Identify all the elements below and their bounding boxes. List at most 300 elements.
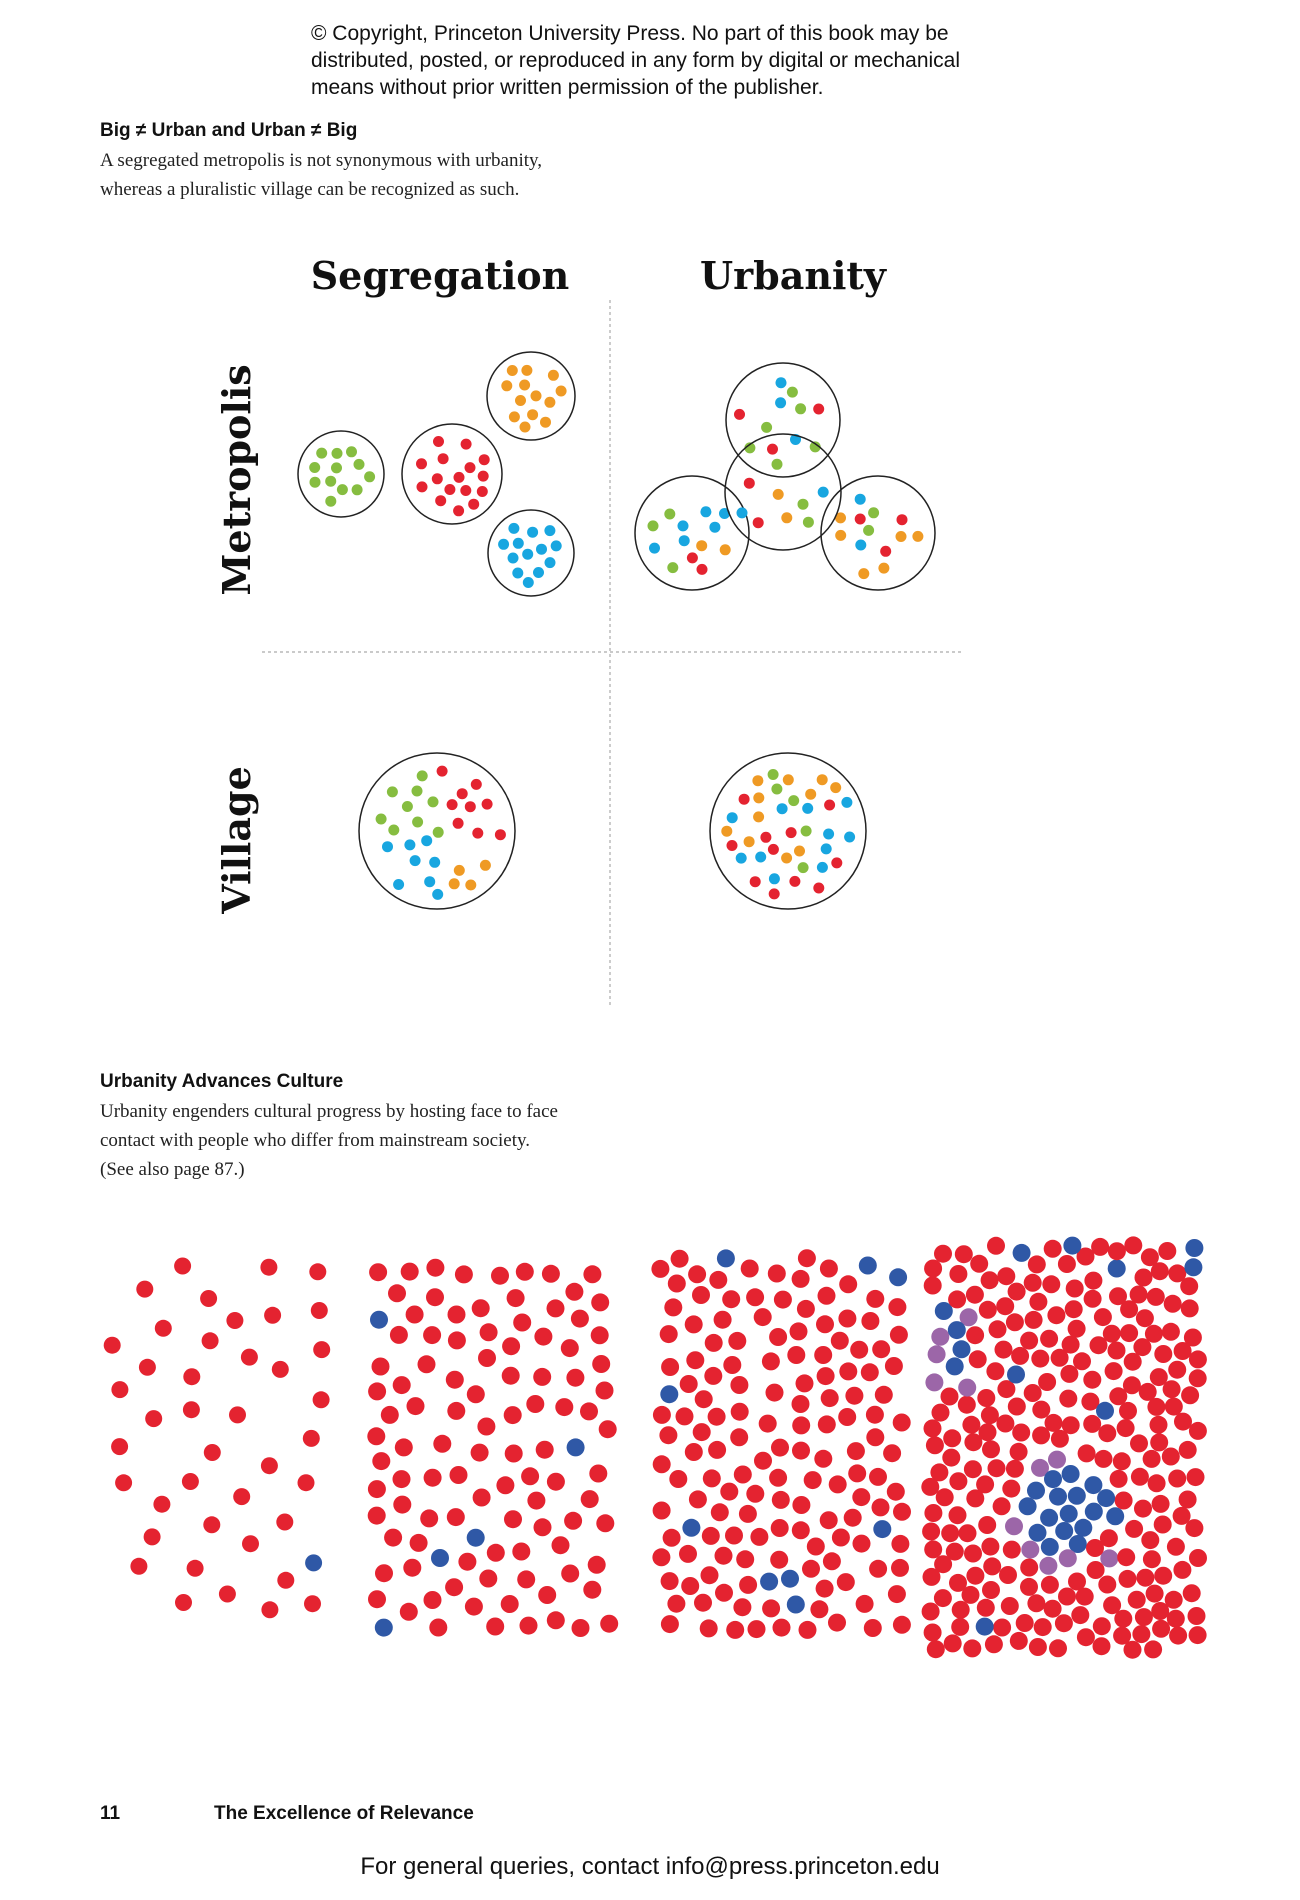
culture-dot bbox=[477, 1418, 495, 1436]
segregated-dot bbox=[513, 538, 524, 549]
culture-dot bbox=[311, 1302, 328, 1319]
culture-dot bbox=[1008, 1283, 1026, 1301]
culture-dot bbox=[1011, 1347, 1029, 1365]
culture-dot bbox=[566, 1369, 584, 1387]
village-urbane-dot bbox=[841, 797, 852, 808]
culture-dot bbox=[688, 1265, 706, 1283]
culture-dot bbox=[1154, 1516, 1172, 1534]
culture-dot bbox=[1059, 1549, 1077, 1567]
culture-dot bbox=[458, 1553, 476, 1571]
culture-dot bbox=[924, 1277, 942, 1295]
village-segregated-dot bbox=[424, 876, 435, 887]
culture-dot bbox=[393, 1376, 411, 1394]
urbane-dot bbox=[772, 459, 783, 470]
urbane-dot bbox=[696, 540, 707, 551]
culture-dot bbox=[686, 1351, 704, 1369]
culture-dot bbox=[368, 1507, 386, 1525]
village-segregated-dot bbox=[429, 857, 440, 868]
culture-dot bbox=[993, 1497, 1011, 1515]
culture-dot bbox=[739, 1505, 757, 1523]
village-segregated-dot bbox=[421, 835, 432, 846]
culture-dot bbox=[804, 1471, 822, 1489]
culture-dot bbox=[572, 1619, 590, 1637]
culture-dot bbox=[960, 1308, 978, 1326]
culture-dot bbox=[1081, 1393, 1099, 1411]
culture-dot bbox=[839, 1362, 857, 1380]
culture-dot bbox=[276, 1514, 293, 1531]
culture-dot bbox=[1108, 1342, 1126, 1360]
culture-dot bbox=[792, 1496, 810, 1514]
culture-dot bbox=[1031, 1459, 1049, 1477]
culture-dot bbox=[401, 1263, 419, 1281]
urbane-dot bbox=[776, 377, 787, 388]
culture-dot bbox=[520, 1617, 538, 1635]
culture-dot bbox=[1003, 1541, 1021, 1559]
culture-dot bbox=[111, 1438, 128, 1455]
culture-dot bbox=[136, 1281, 153, 1298]
segregated-dot bbox=[332, 448, 343, 459]
culture-dot bbox=[1189, 1549, 1207, 1567]
culture-dot bbox=[946, 1357, 964, 1375]
culture-dot bbox=[1185, 1239, 1203, 1257]
village-urbane-dot bbox=[753, 792, 764, 803]
culture-dot bbox=[970, 1255, 988, 1273]
culture-dot bbox=[1173, 1561, 1191, 1579]
culture-dot bbox=[1051, 1349, 1069, 1367]
culture-dot bbox=[1139, 1383, 1157, 1401]
culture-dot bbox=[1024, 1384, 1042, 1402]
culture-dot bbox=[423, 1326, 441, 1344]
culture-dot bbox=[1034, 1618, 1052, 1636]
culture-dot bbox=[661, 1615, 679, 1633]
culture-dot bbox=[1158, 1242, 1176, 1260]
segregated-dot bbox=[354, 459, 365, 470]
segregated-dot bbox=[453, 505, 464, 516]
culture-dot bbox=[260, 1259, 277, 1276]
culture-dot bbox=[750, 1528, 768, 1546]
segregated-dot bbox=[515, 395, 526, 406]
culture-dot bbox=[1128, 1591, 1146, 1609]
culture-dot bbox=[999, 1566, 1017, 1584]
row-header-metropolis: Metropolis bbox=[214, 364, 259, 596]
culture-dot bbox=[847, 1442, 865, 1460]
urbane-dot bbox=[737, 507, 748, 518]
section2-line-1: Urbanity engenders cultural progress by hosting face to face bbox=[100, 1101, 558, 1122]
urbane-dot bbox=[855, 494, 866, 505]
culture-dot bbox=[547, 1299, 565, 1317]
village-urbane-dot bbox=[798, 862, 809, 873]
culture-dot bbox=[533, 1368, 551, 1386]
culture-dot bbox=[817, 1367, 835, 1385]
culture-dot bbox=[393, 1496, 411, 1514]
culture-dot bbox=[976, 1475, 994, 1493]
culture-dot bbox=[1117, 1419, 1135, 1437]
village-urbane-dot bbox=[768, 769, 779, 780]
village-urbane-dot bbox=[736, 853, 747, 864]
segregated-dot bbox=[337, 484, 348, 495]
culture-dot bbox=[534, 1518, 552, 1536]
culture-dot bbox=[538, 1586, 556, 1604]
culture-dot bbox=[1168, 1470, 1186, 1488]
segregated-dot bbox=[454, 472, 465, 483]
section2-description bbox=[100, 1097, 558, 1184]
segregated-dot bbox=[468, 499, 479, 510]
culture-dot bbox=[183, 1401, 200, 1418]
culture-dot bbox=[969, 1350, 987, 1368]
segregated-dot bbox=[522, 549, 533, 560]
culture-dot bbox=[746, 1288, 764, 1306]
culture-dot bbox=[368, 1480, 386, 1498]
village-segregated-dot bbox=[465, 801, 476, 812]
culture-dot bbox=[447, 1508, 465, 1526]
culture-dot bbox=[1135, 1608, 1153, 1626]
culture-dot bbox=[1181, 1386, 1199, 1404]
culture-dot bbox=[1005, 1517, 1023, 1535]
culture-dot bbox=[1048, 1451, 1066, 1469]
culture-dot bbox=[890, 1326, 908, 1344]
culture-dot bbox=[828, 1614, 846, 1632]
copyright-line-2: distributed, posted, or reproduced in any form by digital or mechanical bbox=[311, 49, 961, 72]
culture-dot bbox=[472, 1299, 490, 1317]
culture-dot bbox=[1119, 1570, 1137, 1588]
village-segregated-dot bbox=[454, 865, 465, 876]
culture-dot bbox=[692, 1286, 710, 1304]
culture-dot bbox=[467, 1529, 485, 1547]
culture-dot bbox=[1042, 1275, 1060, 1293]
culture-dot bbox=[1109, 1387, 1127, 1405]
culture-dot bbox=[1133, 1338, 1151, 1356]
culture-dot bbox=[591, 1293, 609, 1311]
village-urbane-dot bbox=[750, 876, 761, 887]
urbane-dot bbox=[709, 522, 720, 533]
culture-dot bbox=[1084, 1476, 1102, 1494]
culture-dot bbox=[885, 1357, 903, 1375]
culture-dot bbox=[1124, 1236, 1142, 1254]
culture-dot bbox=[816, 1315, 834, 1333]
culture-dot bbox=[1100, 1549, 1118, 1567]
culture-dot bbox=[1135, 1269, 1153, 1287]
segregated-dot bbox=[444, 484, 455, 495]
culture-dot bbox=[995, 1341, 1013, 1359]
culture-dot bbox=[1154, 1567, 1172, 1585]
culture-dot bbox=[1125, 1520, 1143, 1538]
culture-dot bbox=[818, 1287, 836, 1305]
culture-dot bbox=[1141, 1531, 1159, 1549]
culture-dot bbox=[1020, 1332, 1038, 1350]
section1-title: Big ≠ Urban and Urban ≠ Big bbox=[100, 120, 358, 141]
culture-dot bbox=[145, 1410, 162, 1427]
culture-dot bbox=[1094, 1308, 1112, 1326]
culture-dot bbox=[720, 1483, 738, 1501]
culture-dot bbox=[787, 1596, 805, 1614]
culture-dot bbox=[802, 1560, 820, 1578]
segregated-dot bbox=[512, 568, 523, 579]
culture-dot bbox=[977, 1389, 995, 1407]
culture-dot bbox=[552, 1536, 570, 1554]
urbane-dot bbox=[880, 546, 891, 557]
culture-dot bbox=[964, 1460, 982, 1478]
segregated-dot bbox=[556, 386, 567, 397]
culture-dot bbox=[771, 1439, 789, 1457]
village-segregated-dot bbox=[428, 796, 439, 807]
culture-dot bbox=[277, 1572, 294, 1589]
culture-dot bbox=[1044, 1240, 1062, 1258]
culture-dot bbox=[792, 1270, 810, 1288]
culture-dot bbox=[1120, 1324, 1138, 1342]
culture-dot bbox=[694, 1594, 712, 1612]
urbane-dot bbox=[818, 487, 829, 498]
village-segregated-dot bbox=[393, 879, 404, 890]
culture-dot bbox=[792, 1416, 810, 1434]
culture-dot bbox=[653, 1502, 671, 1520]
culture-dot bbox=[715, 1547, 733, 1565]
urbane-dot bbox=[744, 478, 755, 489]
culture-dot bbox=[695, 1390, 713, 1408]
culture-dot bbox=[875, 1386, 893, 1404]
culture-dot bbox=[787, 1346, 805, 1364]
culture-dot bbox=[571, 1310, 589, 1328]
segregated-dot bbox=[508, 553, 519, 564]
culture-dot bbox=[977, 1599, 995, 1617]
culture-dot bbox=[372, 1452, 390, 1470]
urbane-dot bbox=[775, 397, 786, 408]
culture-dot bbox=[467, 1385, 485, 1403]
culture-dot bbox=[130, 1558, 147, 1575]
culture-dot bbox=[962, 1586, 980, 1604]
village-segregated-dot bbox=[402, 801, 413, 812]
segregated-dot bbox=[531, 390, 542, 401]
culture-dot bbox=[838, 1408, 856, 1426]
culture-dot bbox=[959, 1524, 977, 1542]
culture-dot bbox=[1105, 1362, 1123, 1380]
culture-dot bbox=[931, 1328, 949, 1346]
urbane-group-circle bbox=[635, 476, 749, 590]
culture-dot bbox=[104, 1337, 121, 1354]
segregated-dot bbox=[479, 454, 490, 465]
culture-dot bbox=[769, 1328, 787, 1346]
culture-dot bbox=[1013, 1244, 1031, 1262]
culture-dot bbox=[807, 1538, 825, 1556]
culture-dot bbox=[701, 1566, 719, 1584]
culture-dot bbox=[1032, 1401, 1050, 1419]
culture-dot bbox=[689, 1490, 707, 1508]
culture-dot bbox=[448, 1331, 466, 1349]
village-urbane-dot bbox=[755, 852, 766, 863]
culture-dot bbox=[1130, 1434, 1148, 1452]
village-urbane-dot bbox=[727, 812, 738, 823]
culture-dot bbox=[888, 1298, 906, 1316]
culture-dot bbox=[872, 1340, 890, 1358]
culture-dot bbox=[1184, 1329, 1202, 1347]
village-urbane-dot bbox=[771, 784, 782, 795]
segregated-dot bbox=[331, 462, 342, 473]
urbane-dot bbox=[700, 506, 711, 517]
culture-dot bbox=[1045, 1414, 1063, 1432]
culture-dot bbox=[1124, 1641, 1142, 1659]
village-segregated-dot bbox=[471, 779, 482, 790]
culture-dot bbox=[1143, 1450, 1161, 1468]
village-segregated-dot bbox=[482, 799, 493, 810]
culture-dot bbox=[1019, 1497, 1037, 1515]
village-urbane-dot bbox=[844, 832, 855, 843]
village-segregated-dot bbox=[404, 839, 415, 850]
culture-dot bbox=[588, 1556, 606, 1574]
culture-dot bbox=[1090, 1336, 1108, 1354]
urbane-dot bbox=[863, 525, 874, 536]
culture-dot bbox=[367, 1427, 385, 1445]
culture-dot bbox=[852, 1488, 870, 1506]
culture-dot bbox=[887, 1483, 905, 1501]
culture-dot bbox=[1147, 1288, 1165, 1306]
culture-dot bbox=[1062, 1416, 1080, 1434]
row-header-village: Village bbox=[214, 766, 259, 914]
culture-dot bbox=[516, 1263, 534, 1281]
culture-dot bbox=[583, 1265, 601, 1283]
urbane-dot bbox=[734, 409, 745, 420]
village-segregated-dot bbox=[433, 827, 444, 838]
culture-dot bbox=[1041, 1538, 1059, 1556]
culture-dot bbox=[1187, 1468, 1205, 1486]
culture-dot bbox=[1086, 1539, 1104, 1557]
culture-dot bbox=[997, 1267, 1015, 1285]
segregated-dot bbox=[536, 544, 547, 555]
culture-dot bbox=[848, 1464, 866, 1482]
culture-dot bbox=[746, 1485, 764, 1503]
urbane-dot bbox=[878, 563, 889, 574]
culture-dot bbox=[978, 1516, 996, 1534]
culture-dot bbox=[966, 1567, 984, 1585]
culture-dot bbox=[547, 1611, 565, 1629]
culture-dot bbox=[741, 1260, 759, 1278]
culture-dot bbox=[1044, 1600, 1062, 1618]
village-urbane-dot bbox=[789, 876, 800, 887]
culture-dot bbox=[889, 1268, 907, 1286]
culture-dot bbox=[925, 1373, 943, 1391]
culture-dot bbox=[1152, 1495, 1170, 1513]
culture-dot bbox=[1098, 1424, 1116, 1442]
culture-dot bbox=[726, 1621, 744, 1639]
culture-dot bbox=[1168, 1264, 1186, 1282]
culture-dot bbox=[204, 1444, 221, 1461]
culture-dot bbox=[734, 1466, 752, 1484]
culture-dot bbox=[714, 1311, 732, 1329]
culture-dot bbox=[798, 1249, 816, 1267]
segregated-dot bbox=[325, 476, 336, 487]
urbane-dot bbox=[855, 514, 866, 525]
village-segregated-dot bbox=[465, 880, 476, 891]
culture-dot bbox=[504, 1510, 522, 1528]
segregated-dot bbox=[346, 446, 357, 457]
culture-dot bbox=[1016, 1614, 1034, 1632]
culture-dot bbox=[502, 1367, 520, 1385]
culture-dot bbox=[979, 1301, 997, 1319]
urbane-dot bbox=[648, 520, 659, 531]
village-urbane-dot bbox=[786, 827, 797, 838]
culture-dot bbox=[731, 1403, 749, 1421]
culture-dot bbox=[567, 1438, 585, 1456]
culture-dot bbox=[1060, 1365, 1078, 1383]
culture-dot bbox=[1039, 1557, 1057, 1575]
culture-dot bbox=[431, 1549, 449, 1567]
culture-dot bbox=[949, 1506, 967, 1524]
village-urbane-dot bbox=[769, 873, 780, 884]
culture-dot bbox=[981, 1271, 999, 1289]
culture-dot bbox=[241, 1349, 258, 1366]
segregated-dot bbox=[352, 484, 363, 495]
culture-dot bbox=[313, 1341, 330, 1358]
culture-dot bbox=[1010, 1443, 1028, 1461]
culture-dot bbox=[555, 1398, 573, 1416]
village-segregated-dot bbox=[376, 814, 387, 825]
culture-dot bbox=[1055, 1614, 1073, 1632]
culture-dot bbox=[955, 1245, 973, 1263]
village-segregated-dot bbox=[410, 855, 421, 866]
culture-dot bbox=[1010, 1632, 1028, 1650]
urbane-dot bbox=[813, 404, 824, 415]
culture-dot bbox=[893, 1616, 911, 1634]
culture-dot bbox=[864, 1619, 882, 1637]
culture-dot bbox=[521, 1467, 539, 1485]
culture-dot bbox=[941, 1524, 959, 1542]
culture-dot bbox=[375, 1564, 393, 1582]
section2-line-3: (See also page 87.) bbox=[100, 1159, 245, 1180]
culture-dot bbox=[303, 1430, 320, 1447]
culture-dot bbox=[1020, 1578, 1038, 1596]
culture-dot bbox=[730, 1428, 748, 1446]
culture-dot bbox=[1106, 1507, 1124, 1525]
culture-dot bbox=[480, 1323, 498, 1341]
urbane-dot bbox=[679, 535, 690, 546]
culture-dot bbox=[1060, 1505, 1078, 1523]
culture-dot bbox=[403, 1559, 421, 1577]
segregated-dot bbox=[523, 577, 534, 588]
culture-dot bbox=[659, 1426, 677, 1444]
urbane-dot bbox=[896, 531, 907, 542]
culture-dot bbox=[676, 1407, 694, 1425]
culture-dot bbox=[680, 1375, 698, 1393]
culture-dot bbox=[1114, 1610, 1132, 1628]
culture-dot bbox=[1184, 1258, 1202, 1276]
culture-dot bbox=[1029, 1638, 1047, 1656]
culture-dot bbox=[153, 1496, 170, 1513]
culture-dot bbox=[653, 1406, 671, 1424]
culture-dot bbox=[115, 1474, 132, 1491]
culture-dot bbox=[958, 1396, 976, 1414]
urbane-dot bbox=[773, 489, 784, 500]
culture-dot bbox=[596, 1382, 614, 1400]
culture-dot bbox=[924, 1260, 942, 1278]
culture-dot bbox=[1185, 1519, 1203, 1537]
culture-dot bbox=[1164, 1295, 1182, 1313]
culture-dot bbox=[771, 1519, 789, 1537]
culture-dot bbox=[1100, 1529, 1118, 1547]
urbane-dot bbox=[803, 517, 814, 528]
culture-dot bbox=[1040, 1330, 1058, 1348]
culture-dot bbox=[888, 1585, 906, 1603]
culture-dot bbox=[796, 1374, 814, 1392]
urbane-dot bbox=[787, 387, 798, 398]
culture-dot bbox=[1058, 1588, 1076, 1606]
culture-dot bbox=[709, 1271, 727, 1289]
culture-dot bbox=[930, 1463, 948, 1481]
culture-dot bbox=[762, 1599, 780, 1617]
culture-dot bbox=[1167, 1538, 1185, 1556]
section1-line-2: whereas a pluralistic village can be recognized as such. bbox=[100, 179, 520, 200]
culture-dot bbox=[1162, 1448, 1180, 1466]
culture-dot bbox=[426, 1288, 444, 1306]
village-urbane-dot bbox=[783, 774, 794, 785]
urbane-dot bbox=[912, 531, 923, 542]
